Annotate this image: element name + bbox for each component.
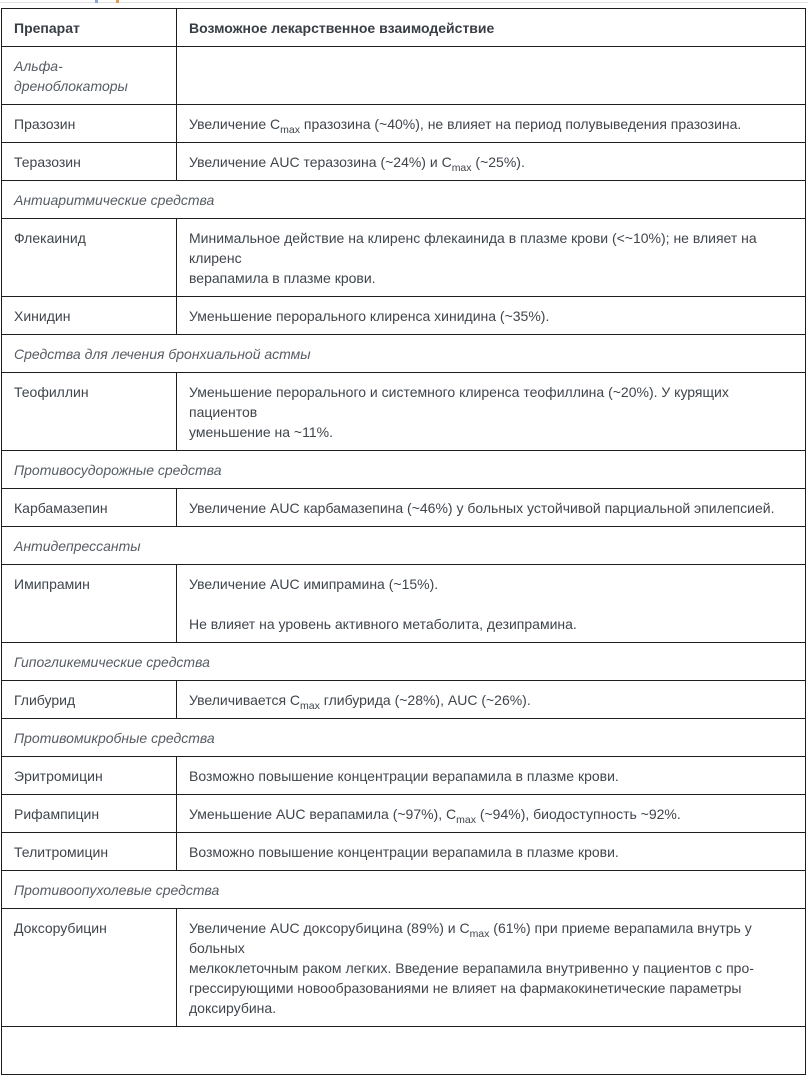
section-title: Противоопухолевые средства <box>2 871 806 909</box>
interaction-text: Увеличение AUC карбамазепина (~46%) у больных устойчивой парциальной эпилепсией. <box>177 489 806 527</box>
section-title: Антидепрессанты <box>2 527 806 565</box>
interaction-text: Увеличение AUC доксорубицина (89%) и $C_{max}$ (61%) при приеме верапамила внутрь у больных мелкоклеточным раком легких. Введение верапамила внутривенно у пациентов с про- грессирующими новообразованиями не влияет на фармакокинетические параметры доксирубина. <box>177 909 806 1027</box>
empty-cell <box>177 47 806 105</box>
section-row <box>2 181 806 219</box>
section-title: Антиаритмические средства <box>2 181 806 219</box>
section-row <box>2 451 806 489</box>
drug-name: Имипрамин <box>2 565 177 643</box>
interaction-text: Возможно повышение концентрации верапамила в плазме крови. <box>177 833 806 871</box>
table-row <box>2 219 806 297</box>
interaction-text: Увеличивается $C_{max}$ глибурида (~28%), AUC (~26%). <box>177 681 806 719</box>
column-header-interaction: Возможное лекарственное взаимодействие <box>177 9 806 47</box>
drug-name: Хинидин <box>2 297 177 335</box>
partial-section-row <box>2 1027 806 1075</box>
section-title: Альфа-дреноблокаторы <box>2 47 177 105</box>
drug-name: Карбамазепин <box>2 489 177 527</box>
table-header-row <box>2 9 806 47</box>
section-row <box>2 335 806 373</box>
interaction-text: Возможно повышение концентрации верапамила в плазме крови. <box>177 757 806 795</box>
table-row <box>2 833 806 871</box>
table-row <box>2 143 806 181</box>
drug-interactions-table <box>1 8 806 1075</box>
empty-cell <box>2 1027 806 1075</box>
section-row <box>2 871 806 909</box>
section-title: Противосудорожные средства <box>2 451 806 489</box>
section-row <box>2 719 806 757</box>
drug-name: Рифампицин <box>2 795 177 833</box>
table-row <box>2 795 806 833</box>
interaction-text: Уменьшение AUC верапамила (~97%), $C_{max}$ (~94%), биодоступность ~92%. <box>177 795 806 833</box>
drug-name: Телитромицин <box>2 833 177 871</box>
interaction-text: Уменьшение перорального и системного клиренса теофиллина (~20%). У курящих пациентов уменьшение на ~11%. <box>177 373 806 451</box>
interaction-text: Увеличение AUC имипрамина (~15%). Не влияет на уровень активного метаболита, дезипрамина. <box>177 565 806 643</box>
clipped-text-remnant <box>95 0 125 3</box>
table-row <box>2 565 806 643</box>
drug-name: Флекаинид <box>2 219 177 297</box>
drug-name: Доксорубицин <box>2 909 177 1027</box>
drug-name: Празозин <box>2 105 177 143</box>
interaction-text: Уменьшение перорального клиренса хинидина (~35%). <box>177 297 806 335</box>
table-row <box>2 297 806 335</box>
drug-name: Теразозин <box>2 143 177 181</box>
interaction-text: Увеличение AUC теразозина (~24%) и $C_{max}$ (~25%). <box>177 143 806 181</box>
column-header-drug: Препарат <box>2 9 177 47</box>
table-row <box>2 681 806 719</box>
section-row <box>2 527 806 565</box>
drug-name: Глибурид <box>2 681 177 719</box>
section-title: Средства для лечения бронхиальной астмы <box>2 335 806 373</box>
drug-name: Эритромицин <box>2 757 177 795</box>
drug-name: Теофиллин <box>2 373 177 451</box>
table-row <box>2 909 806 1027</box>
section-row <box>2 643 806 681</box>
table-row <box>2 489 806 527</box>
interaction-text: Минимальное действие на клиренс флекаинида в плазме крови (<~10%); не влияет на клиренс верапамила в плазме крови. <box>177 219 806 297</box>
section-title: Противомикробные средства <box>2 719 806 757</box>
interaction-text: Увеличение $C_{max}$ празозина (~40%), не влияет на период полувыведения празозина. <box>177 105 806 143</box>
table-row <box>2 757 806 795</box>
section-title: Гипогликемические средства <box>2 643 806 681</box>
table-row <box>2 373 806 451</box>
section-row <box>2 47 806 105</box>
table-row <box>2 105 806 143</box>
